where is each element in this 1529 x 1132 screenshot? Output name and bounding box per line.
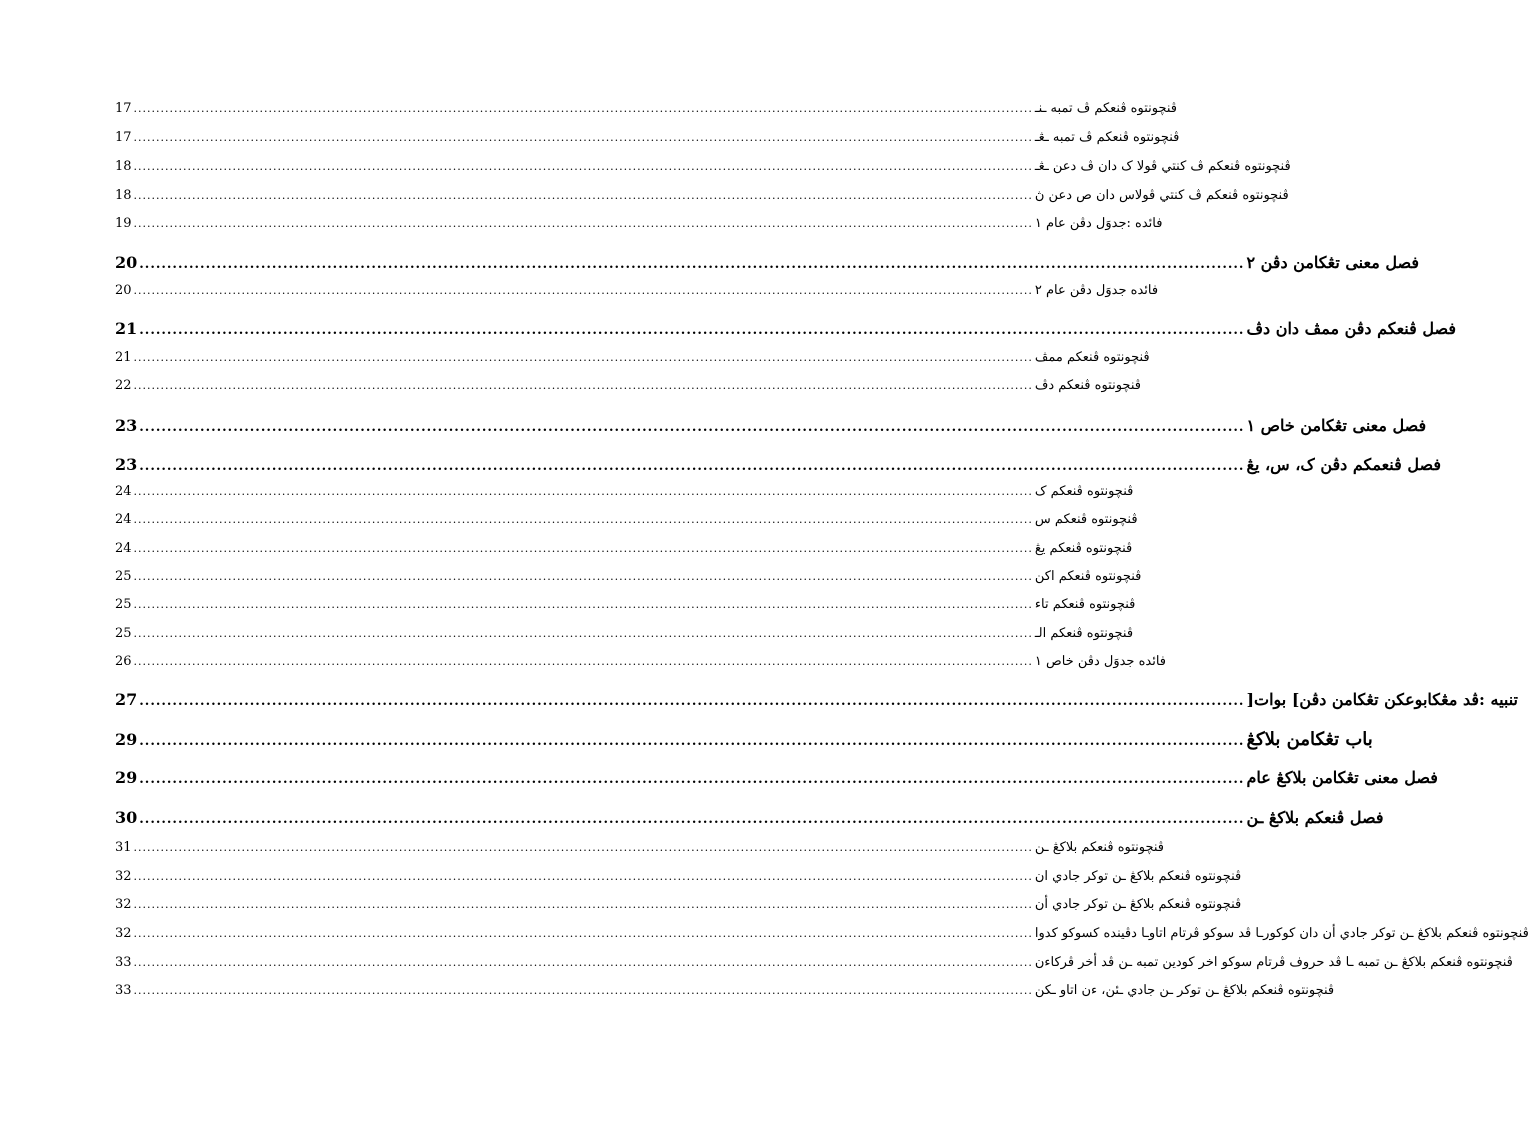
toc-leader-dots: ........................................................................................................................................................................................................ [133,898,1033,911]
toc-leader-dots: ........................................................................................................................................................................................................ [133,655,1033,668]
toc-leader-dots: ........................................................................................................................................................................................................ [133,598,1033,611]
toc-section-heading[interactable] [115,808,1384,832]
toc-entry-title: ڤنچونتوه ڤنعکم ڤ تمبه ـڠـ [1034,130,1180,145]
toc-leader-dots: ........................................................................................................................................................................................................ [133,956,1033,969]
toc-entry-title: ڤنچونتوه ڤنعکم بلاکڠ ـن توکر ـن جادي ـئن، ءن اتاو ـکن [1034,983,1335,998]
toc-entry-title: ڤنچونتوه ڤنعکم ڤ کنتي ڤولاس دان ص دعن ڽ [1034,188,1289,203]
toc-leader-dots: ........................................................................................................................................................................................................ [133,160,1033,173]
toc-leader-dots: ........................................................................................................................................................................................................ [139,734,1245,749]
toc-page-number: 32 [115,869,132,884]
toc-page-number: 21 [115,350,132,365]
toc-page-number: 32 [115,897,132,912]
toc-entry[interactable] [115,378,1141,398]
toc-leader-dots: ........................................................................................................................................................................................................ [139,420,1245,435]
toc-section-heading[interactable] [115,455,1441,479]
toc-page-number: 23 [115,416,138,435]
toc-leader-dots: ........................................................................................................................................................................................................ [133,379,1033,392]
toc-leader-dots: ........................................................................................................................................................................................................ [133,131,1033,144]
toc-section-heading[interactable] [115,253,1420,277]
toc-entry[interactable] [115,654,1167,674]
toc-entry-title: ڤنچونتوه ڤنعکم ک [1034,484,1134,499]
toc-entry[interactable] [115,983,1335,1003]
toc-page-number: 25 [115,597,132,612]
toc-entry[interactable] [115,926,1529,946]
toc-entry-title: باب تڠکامن بلاکڠ [1246,729,1373,750]
toc-leader-dots: ........................................................................................................................................................................................................ [133,542,1033,555]
toc-leader-dots: ........................................................................................................................................................................................................ [133,627,1033,640]
toc-chapter-heading[interactable] [115,729,1373,755]
toc-leader-dots: ........................................................................................................................................................................................................ [133,102,1033,115]
toc-entry-title: ڤنچونتوه ڤنعکم ممڤ [1034,350,1150,365]
toc-page-number: 24 [115,541,132,556]
toc-leader-dots: ........................................................................................................................................................................................................ [133,217,1033,230]
toc-entry[interactable] [115,216,1163,236]
toc-page-number: 33 [115,983,132,998]
toc-page-number: 23 [115,455,138,474]
toc-page-number: 33 [115,955,132,970]
toc-entry[interactable] [115,484,1134,504]
toc-entry-title: ڤنچونتوه ڤنعکم ڤ تمبه ـنـ [1034,101,1177,116]
toc-leader-dots: ........................................................................................................................................................................................................ [139,323,1245,338]
toc-leader-dots: ........................................................................................................................................................................................................ [133,351,1033,364]
toc-leader-dots: ........................................................................................................................................................................................................ [139,772,1245,787]
toc-entry-title: فصل معنی تڠکامن دڤن ٢ [1246,253,1420,272]
toc-entry-title: فصل معنی تڠکامن خاص ١ [1246,416,1427,435]
toc-page-number: 31 [115,840,132,855]
toc-entry[interactable] [115,283,1159,303]
toc-section-heading[interactable] [115,768,1438,792]
toc-page-number: 20 [115,253,138,272]
toc-leader-dots: ........................................................................................................................................................................................................ [133,189,1033,202]
toc-leader-dots: ........................................................................................................................................................................................................ [139,459,1245,474]
toc-entry-title: فائده جدوَل دڤن عام ٢ [1034,283,1159,298]
toc-entry[interactable] [115,350,1150,370]
toc-page-number: 29 [115,768,138,787]
toc-entry[interactable] [115,869,1242,889]
toc-entry[interactable] [115,626,1134,646]
toc-entry-title: ڤنچونتوه ڤنعکم ڤ کنتي ڤولا ک دان ڤ دعن ـڠـ [1034,159,1291,174]
toc-entry-title: ڤنچونتوه ڤنعکم بلاکڠ ـن توکر جادي ان [1034,869,1242,884]
toc-entry-title: ڤنچونتوه ڤنعکم بلاکڠ ـن توکر جادي أن دان کوکورـا ڤد سوکو ڤرتام اتاوـا دڤينده کسوکو کدوا [1034,926,1529,941]
toc-entry-title: فصل ڤنعمکم دڤن ک، س، يڠ [1246,455,1441,474]
toc-entry-title: فائده :جدوَل دڤن عام ١ [1034,216,1163,231]
toc-page-number: 24 [115,484,132,499]
toc-entry-title: تنبيه :ڤد مڠکابوعکن تڠکامن دڤن] بوات[ [1246,690,1519,709]
toc-page-number: 22 [115,378,132,393]
toc-entry-title: ڤنچونتوه ڤنعکم تاء [1034,597,1136,612]
toc-leader-dots: ........................................................................................................................................................................................................ [133,984,1033,997]
toc-leader-dots: ........................................................................................................................................................................................................ [139,257,1245,272]
toc-leader-dots: ........................................................................................................................................................................................................ [133,927,1033,940]
toc-entry[interactable] [115,897,1242,917]
toc-entry-title: ڤنچونتوه ڤنعکم دڤ [1034,378,1141,393]
toc-entry[interactable] [115,840,1165,860]
toc-entry-title: ڤنچونتوه ڤنعکم يڠ [1034,541,1133,556]
toc-entry[interactable] [115,512,1138,532]
toc-page-number: 21 [115,319,138,338]
toc-leader-dots: ........................................................................................................................................................................................................ [133,841,1033,854]
toc-entry-title: ڤنچونتوه ڤنعکم بلاکڠ ـن تمبه ـا ڤد حروف ڤرتام سوکو اخر کودين تمبه ـن ڤد أخر ڤرکاءن [1034,955,1513,970]
toc-section-heading[interactable] [115,319,1456,343]
toc-page-number: 18 [115,188,132,203]
toc-entry-title: ڤنچونتوه ڤنعکم الـ [1034,626,1134,641]
toc-page-number: 17 [115,130,132,145]
toc-page-number: 18 [115,159,132,174]
toc-entry-title: ڤنچونتوه ڤنعکم س [1034,512,1138,527]
toc-entry-title: فصل معنی تڠکامن بلاکڠ عام [1246,768,1438,787]
toc-page-number: 32 [115,926,132,941]
toc-page-number: 19 [115,216,132,231]
toc-page-number: 24 [115,512,132,527]
toc-entry-title: ڤنچونتوه ڤنعکم اکن [1034,569,1142,584]
toc-entry-title: فصل ڤنعکم دڤن ممڤ دان دڤ [1246,319,1456,338]
toc-entry[interactable] [115,159,1291,179]
toc-leader-dots: ........................................................................................................................................................................................................ [133,570,1033,583]
toc-page-number: 25 [115,626,132,641]
toc-entry[interactable] [115,130,1180,150]
toc-entry-title: فائده جدوَل دڤن خاص ١ [1034,654,1167,669]
toc-entry-title: فصل ڤنعکم بلاکڠ ـن [1246,808,1384,827]
toc-page-number: 25 [115,569,132,584]
toc-entry[interactable] [115,597,1136,617]
toc-leader-dots: ........................................................................................................................................................................................................ [133,485,1033,498]
toc-entry-title: ڤنچونتوه ڤنعکم بلاکڠ ـن توکر جادي أن [1034,897,1242,912]
toc-page-number: 26 [115,654,132,669]
toc-entry-title: ڤنچونتوه ڤنعکم بلاکڠ ـن [1034,840,1165,855]
toc-leader-dots: ........................................................................................................................................................................................................ [133,870,1033,883]
toc-section-heading[interactable] [115,690,1519,714]
toc-entry[interactable] [115,955,1513,975]
toc-section-heading[interactable] [115,416,1427,440]
toc-entry[interactable] [115,101,1177,121]
toc-page-number: 27 [115,690,138,709]
toc-page-number: 29 [115,730,138,749]
toc-leader-dots: ........................................................................................................................................................................................................ [139,694,1245,709]
toc-page-number: 20 [115,283,132,298]
toc-entry[interactable] [115,541,1133,561]
toc-page-number: 17 [115,101,132,116]
toc-leader-dots: ........................................................................................................................................................................................................ [133,513,1033,526]
toc-entry[interactable] [115,188,1289,208]
toc-leader-dots: ........................................................................................................................................................................................................ [139,812,1245,827]
toc-leader-dots: ........................................................................................................................................................................................................ [133,284,1033,297]
toc-page-number: 30 [115,808,138,827]
toc-entry[interactable] [115,569,1142,589]
